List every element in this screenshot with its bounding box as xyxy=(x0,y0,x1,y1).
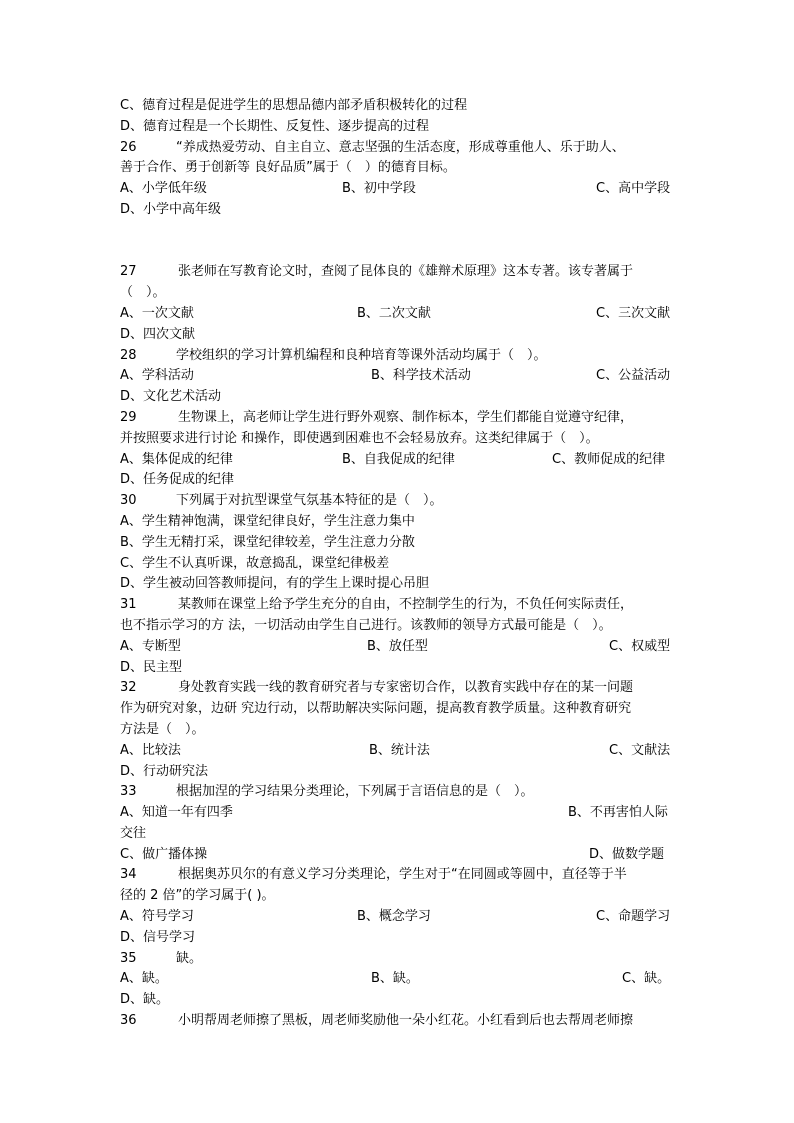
option-d: D、四次文献 xyxy=(120,326,196,342)
option-b: B、不再害怕人际 xyxy=(568,805,668,821)
question-text: （ ）。 xyxy=(120,285,166,301)
option-a: A、比较法 xyxy=(120,742,181,758)
question-number: 27 xyxy=(120,264,137,280)
option-b: B、自我促成的纪律 xyxy=(342,451,455,467)
option-a: A、学科活动 xyxy=(120,368,194,384)
option-c: C、公益活动 xyxy=(596,368,671,384)
option-b: B、缺。 xyxy=(371,971,419,987)
question-number: 36 xyxy=(120,1013,137,1029)
question-text: 某教师在课堂上给予学生充分的自由，不控制学生的行为，不负任何实际责任， xyxy=(178,597,634,613)
option-c: C、命题学习 xyxy=(596,909,671,925)
option-row xyxy=(120,450,675,471)
option-a: A、符号学习 xyxy=(120,909,194,925)
text-line: C、德育过程是促进学生的思想品德内部矛盾积极转化的过程 xyxy=(120,98,468,113)
option-row xyxy=(120,637,675,658)
option-c: C、权威型 xyxy=(609,638,671,654)
option-b: B、科学技术活动 xyxy=(371,368,471,384)
option-d: D、信号学习 xyxy=(120,929,196,945)
question-text: 小明帮周老师擦了黑板，周老师奖励他一朵小红花。小红看到后也去帮周老师擦 xyxy=(178,1013,634,1029)
option-b: B、概念学习 xyxy=(357,909,431,925)
option-a: A、专断型 xyxy=(120,638,181,654)
question-text: 径的 2 倍”的学习属于( )。 xyxy=(120,888,275,904)
option-b: B、统计法 xyxy=(369,742,430,758)
option-row xyxy=(120,304,675,325)
option-row xyxy=(120,179,675,200)
option-c: C、学生不认真听课，故意捣乱，课堂纪律极差 xyxy=(120,555,390,571)
option-d: D、行动研究法 xyxy=(120,763,209,779)
question-number: 32 xyxy=(120,680,137,696)
question-text: 善于合作、勇于创新等 良好品质”属于（ ）的德育目标。 xyxy=(120,160,456,176)
option-d: D、文化艺术活动 xyxy=(120,389,222,405)
question-number: 28 xyxy=(120,347,137,363)
question-text: 方法是（ ）。 xyxy=(120,721,205,737)
question-text: 张老师在写教育论文时，查阅了昆体良的《雄辩术原理》这本专著。该专著属于 xyxy=(178,264,634,280)
option-c: C、高中学段 xyxy=(596,181,671,197)
option-c: C、做广播体操 xyxy=(120,846,208,862)
option-a: A、学生精神饱满，课堂纪律良好，学生注意力集中 xyxy=(120,513,415,529)
question-stem xyxy=(120,678,675,699)
document-body xyxy=(120,96,675,1032)
question-stem xyxy=(120,138,675,159)
question-text: 并按照要求进行讨论 和操作，即使遇到困难也不会轻易放弃。这类纪律属于（ ）。 xyxy=(120,430,599,446)
option-c: C、文献法 xyxy=(609,742,671,758)
option-c: C、教师促成的纪律 xyxy=(552,451,666,467)
question-text: “养成热爱劳动、自主自立、意志坚强的生活态度，形成尊重他人、乐于助人、 xyxy=(176,139,625,155)
option-row xyxy=(120,907,675,928)
option-a: A、一次文献 xyxy=(120,305,194,321)
blank-line xyxy=(120,242,675,263)
question-stem xyxy=(120,865,675,886)
question-text: 作为研究对象，边研 究边行动，以帮助解决实际问题，提高教育教学质量。这种教育研究 xyxy=(120,701,632,717)
option-a: A、集体促成的纪律 xyxy=(120,451,233,467)
option-a: A、小学低年级 xyxy=(120,181,207,197)
option-b: B、学生无精打采，课堂纪律较差，学生注意力分散 xyxy=(120,534,415,550)
option-row xyxy=(120,845,675,866)
question-number: 35 xyxy=(120,950,137,966)
question-stem xyxy=(120,346,675,367)
option-row xyxy=(120,366,675,387)
question-stem xyxy=(120,782,675,803)
question-stem xyxy=(120,595,675,616)
question-text: 身处教育实践一线的教育研究者与专家密切合作，以教育实践中存在的某一问题 xyxy=(178,680,634,696)
question-stem xyxy=(120,408,675,429)
text-line: D、德育过程是一个长期性、反复性、逐步提高的过程 xyxy=(120,118,430,134)
option-row xyxy=(120,969,675,990)
option-row xyxy=(120,803,675,824)
question-number: 31 xyxy=(120,597,137,613)
question-text: 也不指示学习的方 法，一切活动由学生自己进行。该教师的领导方式最可能是（ ）。 xyxy=(120,617,612,633)
question-number: 30 xyxy=(120,493,137,509)
question-text: 下列属于对抗型课堂气氛基本特征的是（ ）。 xyxy=(176,493,443,509)
question-text: 生物课上，高老师让学生进行野外观察、制作标本，学生们都能自觉遵守纪律， xyxy=(178,409,634,425)
question-text: 根据奥苏贝尔的有意义学习分类理论，学生对于“在同圆或等圆中，直径等于半 xyxy=(178,867,627,883)
option-a: A、知道一年有四季 xyxy=(120,805,233,821)
question-number: 34 xyxy=(120,867,137,883)
option-a: A、缺。 xyxy=(120,971,168,987)
blank-line xyxy=(120,221,675,242)
question-stem xyxy=(120,262,675,283)
option-d: D、民主型 xyxy=(120,659,183,675)
option-c: C、三次文献 xyxy=(596,305,671,321)
question-number: 26 xyxy=(120,139,137,155)
option-b-continued: 交往 xyxy=(120,825,147,841)
option-b: B、二次文献 xyxy=(357,305,431,321)
question-text: 根据加涅的学习结果分类理论，下列属于言语信息的是（ ）。 xyxy=(176,784,534,800)
option-d: D、小学中高年级 xyxy=(120,201,222,217)
question-stem xyxy=(120,1011,675,1032)
question-stem xyxy=(120,949,675,970)
question-text: 学校组织的学习计算机编程和良种培育等课外活动均属于（ ）。 xyxy=(176,347,547,363)
option-row xyxy=(120,741,675,762)
question-number: 29 xyxy=(120,409,137,425)
option-b: B、放任型 xyxy=(367,638,428,654)
option-c: C、缺。 xyxy=(622,971,671,987)
option-d: D、任务促成的纪律 xyxy=(120,472,235,488)
option-d: D、学生被动回答教师提问，有的学生上课时提心吊胆 xyxy=(120,576,430,592)
option-d: D、缺。 xyxy=(120,992,170,1008)
option-d: D、做数学题 xyxy=(589,846,665,862)
option-b: B、初中学段 xyxy=(342,181,416,197)
question-text: 缺。 xyxy=(176,950,203,966)
question-stem xyxy=(120,491,675,512)
question-number: 33 xyxy=(120,784,137,800)
